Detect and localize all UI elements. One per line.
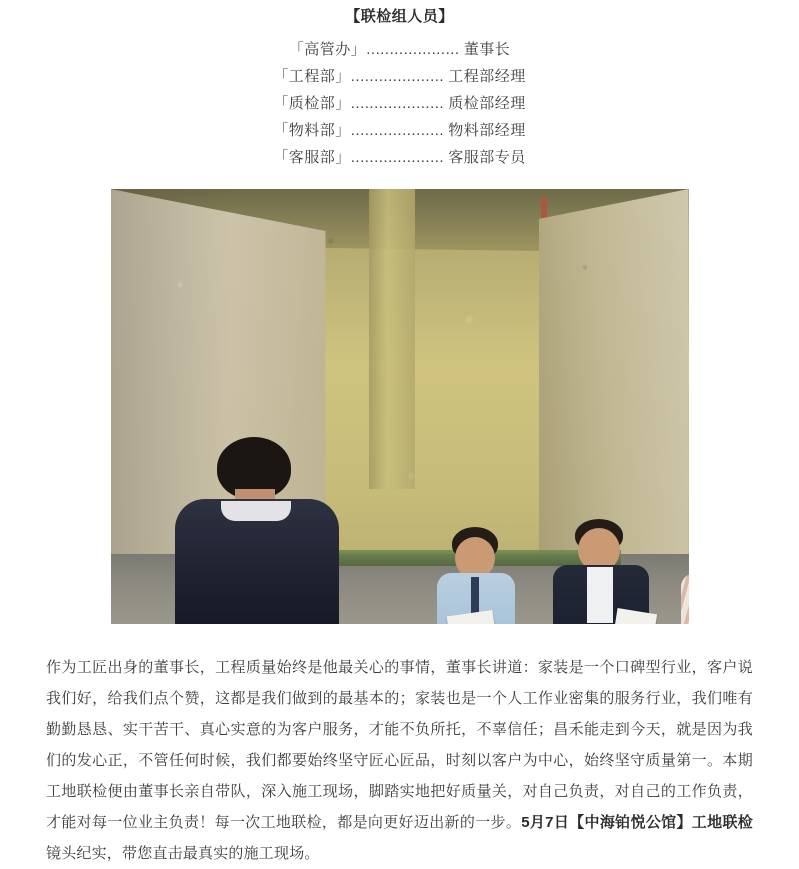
caption-part-two: 镜头纪实，带您直击最真实的施工现场。 — [46, 845, 320, 862]
photo-person-foreground-suit — [169, 437, 344, 624]
roster-row — [0, 36, 799, 63]
roster-title: 【联检组人员】 — [345, 8, 454, 25]
photo-person-dark-jacket — [551, 519, 651, 624]
caption-highlight: 5月7日【中海铂悦公馆】工地联检 — [521, 814, 753, 831]
roster-dots: .................... — [350, 95, 445, 112]
roster-role: 质检部经理 — [448, 95, 526, 112]
roster-row — [0, 144, 799, 171]
roster-role: 董事长 — [463, 41, 511, 58]
article-caption — [46, 652, 753, 869]
photo-person-striped-shirt — [679, 521, 689, 624]
roster-row — [0, 90, 799, 117]
photo-notebook — [612, 608, 656, 624]
roster-department: 「物料部」 — [273, 122, 351, 139]
photo-pillar — [369, 189, 415, 489]
roster-dots: .................... — [366, 41, 460, 58]
roster-role: 客服部专员 — [448, 149, 526, 166]
roster-dots: .................... — [350, 122, 445, 139]
inspection-team-roster — [0, 0, 799, 171]
roster-dots: .................... — [350, 68, 445, 85]
site-inspection-photo — [111, 189, 689, 624]
caption-part-one: 作为工匠出身的董事长，工程质量始终是他最关心的事情，董事长讲道：家装是一个口碑型行业，客户说我们好，给我们点个赞，这都是我们做到的最基本的；家装也是一个人工作业密集的服务行业，我们唯有勤勤恳恳、实干苦干、真心实意的为客户服务，才能不负所托，不辜信任；昌禾能走到今天，就是因为我们的发心正，不管任何时候，我们都要始终坚守匠心匠品，时刻以客户为中心，始终坚守质量第一。本期工地联检便由董事长亲自带队，深入施工现场，脚踏实地把好质量关，对自己负责，对自己的工作负责，才能对每一位业主负责！每一次工地联检，都是向更好迈出新的一步。 — [46, 659, 753, 831]
roster-dots: .................... — [350, 149, 445, 166]
roster-department: 「质检部」 — [273, 95, 351, 112]
roster-department: 「客服部」 — [273, 149, 351, 166]
roster-row — [0, 63, 799, 90]
photo-container — [0, 189, 799, 624]
roster-department: 「高管办」 — [288, 41, 367, 58]
roster-row — [0, 117, 799, 144]
roster-role: 工程部经理 — [448, 68, 526, 85]
photo-person-blue-shirt — [431, 527, 521, 624]
roster-department: 「工程部」 — [273, 68, 351, 85]
roster-role: 物料部经理 — [448, 122, 526, 139]
